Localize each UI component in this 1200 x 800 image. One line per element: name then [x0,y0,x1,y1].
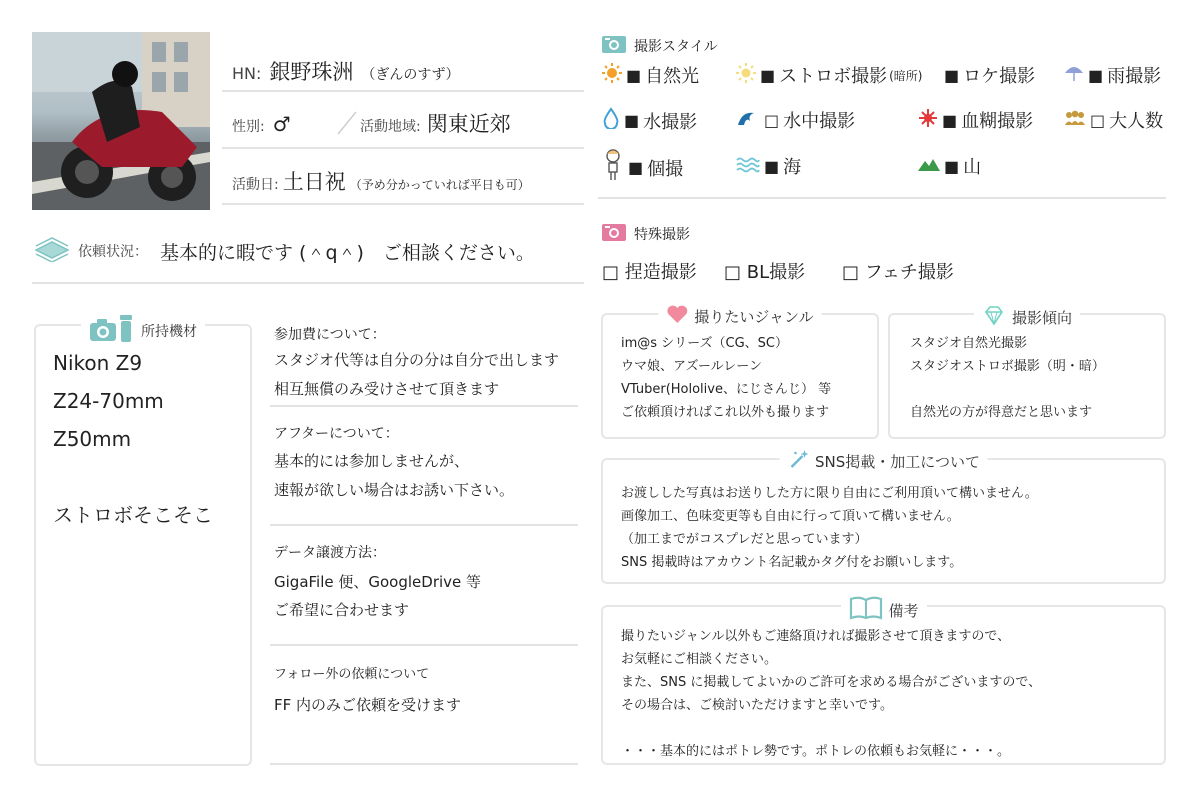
request-label: 依頼状況： [78,244,148,260]
camera-icon [602,34,626,58]
notes-card [601,601,1166,765]
special-item: □ BL撮影 [724,262,806,283]
style-item-strobe: ■ ストロボ撮影 (暗所) [736,62,923,88]
group-icon [1064,110,1086,131]
days-value: 土日祝 [282,170,346,194]
hn-row [232,56,460,86]
tendency-line: スタジオ自然光撮影 [910,336,1028,351]
style-item-rain: ■ 雨撮影 [1064,62,1161,88]
sns-card [601,452,1166,584]
style-item-natural-light: ■ 自然光 [602,62,699,88]
style-item-group: □ 大人数 [1064,107,1163,133]
sea-icon [736,155,760,178]
equipment-item: ストロボそこそこ [53,503,213,527]
divider [222,147,584,149]
hn-label: HN: [232,64,262,83]
style-item-water: ■ 水撮影 [602,107,697,134]
diamond-icon [982,304,1006,330]
blood-icon [918,108,938,133]
open-book-icon [848,596,882,624]
data-transfer-line: ご希望に合わせます [274,601,410,619]
days-row [232,166,530,196]
follow-title: フォロー外の依頼について [274,667,430,682]
tendency-line: スタジオストロボ撮影（明・暗） [910,359,1105,374]
fee-title: 参加費について： [274,327,386,343]
special-item: □ フェチ撮影 [842,262,954,283]
tendency-line: 自然光の方が得意だと思います [910,405,1093,420]
style-item-sea: ■ 海 [736,153,801,179]
genre-line: VTuber(Hololive、にじさんじ） 等 [621,382,832,397]
days-label: 活動日: [232,177,279,193]
divider [222,203,584,205]
sparkle-wand-icon [787,449,809,473]
notes-line: その場合は、ご検討いただけますと幸いです。 [621,698,893,713]
hn-reading: （ぎんのすず） [361,67,460,83]
after-line: 速報が欲しい場合はお誘い下さい。 [274,481,515,499]
request-value: 基本的に暇です (＾q＾) ご相談ください。 [160,241,535,264]
hn-value: 銀野珠洲 [269,60,354,84]
style-item-underwater: □ 水中撮影 [736,107,855,133]
area-value: 関東近郊 [426,112,511,136]
special-item: □ 捏造撮影 [602,262,697,283]
wave-icon [736,109,760,132]
genre-title: 撮りたいジャンル [658,304,821,328]
slash-divider [336,110,358,136]
data-transfer-line: GigaFile 便、GoogleDrive 等 [274,573,482,591]
equipment-spacer [53,458,213,496]
request-row [34,236,535,266]
umbrella-icon [1064,63,1084,88]
divider [32,282,584,284]
divider [270,524,578,526]
sns-title: SNS掲載・加工について [779,449,988,473]
divider [270,405,578,407]
mountain-icon [918,156,940,177]
special-header: 特殊撮影 [602,222,690,246]
sns-line: SNS 掲載時はアカウント名記載かタグ付をお願いします。 [621,555,963,570]
fee-line: 相互無償のみ受けさせて頂きます [274,380,500,398]
sun-icon [602,63,622,88]
area-row [360,108,511,138]
follow-line: FF 内のみご依頼を受けます [274,696,462,714]
notes-line: お気軽にご相談ください。 [621,652,778,667]
fee-line: スタジオ代等は自分の分は自分で出します [274,351,560,369]
divider [222,90,584,92]
tendency-card [888,308,1166,439]
tendency-title: 撮影傾向 [974,304,1080,330]
days-note: （予め分かっていれば平日も可） [349,178,530,192]
data-transfer-title: データ譲渡方法： [274,545,386,561]
notes-line: ・・・基本的にはポトレ勢です。ポトレの依頼もお気軽に・・・。 [621,744,1010,759]
profile-photo [32,32,210,210]
camera-icon [602,222,626,246]
gender-row [232,112,291,136]
after-line: 基本的には参加しませんが、 [274,452,470,470]
sns-line: 画像加工、色味変更等も自由に行って頂いて構いません。 [621,509,960,524]
notes-title: 備考 [840,596,926,624]
equipment-card [34,324,252,766]
style-item-mountain: ■ 山 [918,153,981,179]
heart-icon [666,304,688,328]
genre-line: im@s シリーズ（CG、SC） [621,336,789,351]
equipment-item: Nikon Z9 [53,351,143,375]
sns-line: お渡しした写真はお送りした方に限り自由にご利用頂いて構いません。 [621,486,1038,501]
checkbox-checked: ■ [626,65,642,85]
genre-line: ウマ娘、アズールレーン [621,359,762,374]
water-drop-icon [602,107,620,134]
style-item-individual: ■ 個撮 [602,148,683,187]
divider [270,763,578,765]
equipment-title: 所持機材 [81,315,205,347]
style-item-blood: ■ 血糊撮影 [918,107,1033,133]
notes-line: 撮りたいジャンル以外もご連絡頂ければ撮影させて頂きますので、 [621,629,1011,644]
divider [598,197,1166,199]
shooting-style-header: 撮影スタイル [602,34,718,58]
sns-line: （加工までがコスプレだと思っています） [621,532,868,547]
equipment-item: Z50mm [53,427,132,451]
style-item-location: ■ ロケ撮影 [944,65,1036,87]
divider [270,644,578,646]
strobe-icon [736,63,756,88]
equipment-list [53,344,213,534]
camera-icon [89,315,135,347]
person-icon [602,148,624,187]
gender-label: 性別: [232,119,265,135]
location-icon: ■ [944,65,960,85]
genre-card [601,307,879,439]
equipment-item: Z24-70mm [53,389,164,413]
book-stack-icon [34,236,70,266]
after-title: アフターについて： [274,426,399,442]
genre-line: ご依頼頂ければこれ以外も撮ります [621,405,830,420]
area-label: 活動地域: [360,119,421,135]
gender-value: ♂ [272,112,291,136]
notes-line: また、SNS に掲載してよいかのご許可を求める場合がございますので、 [621,675,1042,690]
